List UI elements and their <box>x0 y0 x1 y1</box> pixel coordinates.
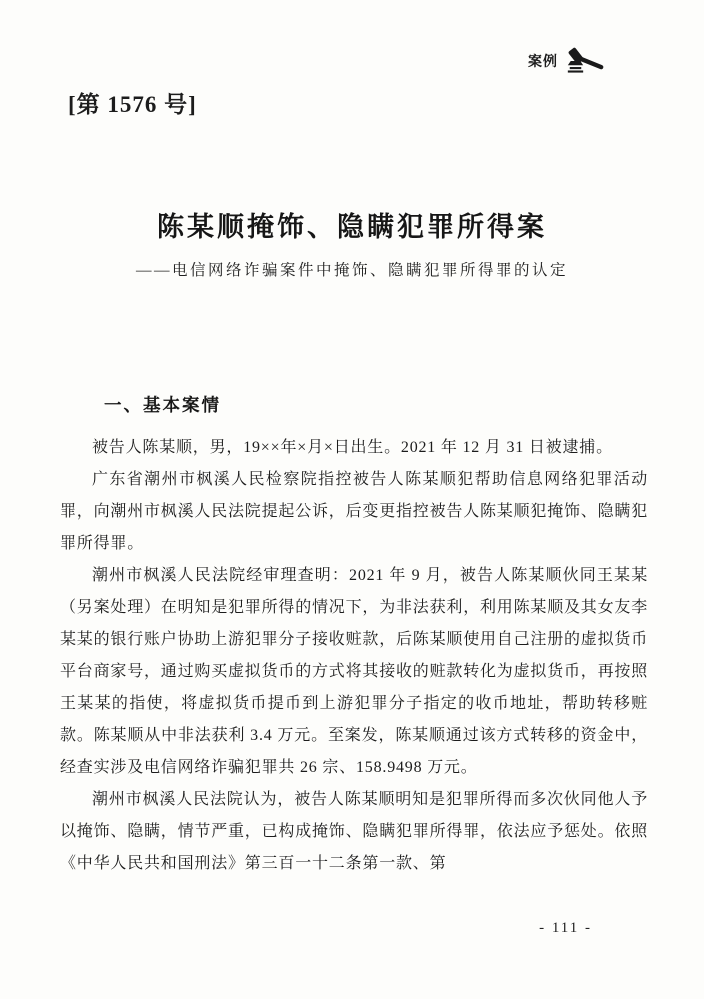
corner-case-stamp <box>528 46 610 75</box>
body-paragraph-court-opinion: 潮州市枫溪人民法院认为，被告人陈某顺明知是犯罪所得而多次伙同他人予以掩饰、隐瞒，情节严重，已构成掩饰、隐瞒犯罪所得罪，依法应予惩处。依照《中华人民共和国刑法》第三百一十二条第一款、第 <box>60 791 649 872</box>
case-number: [第 1576 号] <box>68 92 197 117</box>
case-title: 陈某顺掩饰、隐瞒犯罪所得案 <box>157 212 547 242</box>
page-number: - 111 - <box>539 920 592 936</box>
section-heading-basic-facts: 一、基本案情 <box>104 395 221 415</box>
body-paragraph-defendant-info: 被告人陈某顺，男，19××年×月×日出生。2021 年 12 月 31 日被逮捕。 <box>92 439 613 456</box>
gavel-icon <box>564 46 610 75</box>
case-subtitle: ——电信网络诈骗案件中掩饰、隐瞒犯罪所得罪的认定 <box>135 262 568 279</box>
body-text-block <box>60 432 648 880</box>
body-paragraph-prosecution: 广东省潮州市枫溪人民检察院指控被告人陈某顺犯帮助信息网络犯罪活动罪，向潮州市枫溪人民法院提起公诉，后变更指控被告人陈某顺犯掩饰、隐瞒犯罪所得罪。 <box>60 471 649 552</box>
corner-case-label: 案例 <box>528 52 558 69</box>
body-paragraph-court-findings: 潮州市枫溪人民法院经审理查明：2021 年 9 月，被告人陈某顺伙同王某某（另案处理）在明知是犯罪所得的情况下，为非法获利，利用陈某顺及其女友李某某的银行账户协助上游犯罪分子接收赃款，后陈某顺使用自己注册的虚拟货币平台商家号，通过购买虚拟货币的方式将其接收的赃款转化为虚拟货币，再按照王某某的指使，将虚拟货币提币到上游犯罪分子指定的收币地址，帮助转移赃款。陈某顺从中非法获利 3.4 万元。至案发，陈某顺通过该方式转移的资金中，经查实涉及电信网络诈骗犯罪共 26 宗、158.9498 万元。 <box>60 567 649 776</box>
